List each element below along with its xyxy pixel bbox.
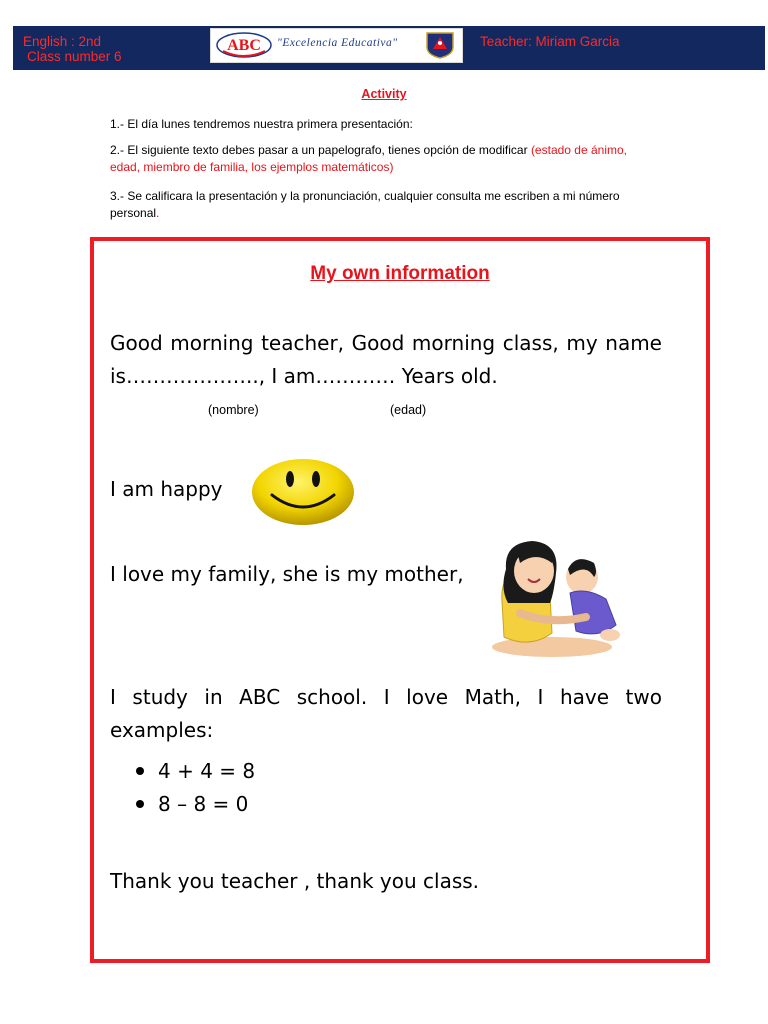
class-number-label: Class number 6 — [27, 49, 122, 64]
mother-child-icon — [490, 533, 636, 659]
happy-text: I am happy — [110, 477, 223, 501]
instruction-3: 3.- Se calificara la presentación y la pronunciación, cualquier consulta me escriben a mi número personal. — [110, 189, 620, 220]
example-1: 4 + 4 = 8 — [136, 759, 255, 783]
crest-icon — [425, 31, 455, 59]
school-motto: "Excelencia Educativa" — [277, 37, 398, 49]
school-text: I study in ABC school. I love Math, I have two examples: — [110, 685, 662, 742]
bullet-icon — [136, 767, 144, 775]
school-logo-banner — [210, 28, 463, 63]
subject-label: English : 2nd — [23, 34, 102, 49]
box-title: My own information — [310, 263, 490, 284]
family-text: I love my family, she is my mother, — [110, 562, 464, 586]
abc-logo-text: ABC — [227, 37, 261, 54]
example-2: 8 – 8 = 0 — [136, 792, 248, 816]
abc-logo-icon — [215, 31, 273, 60]
thanks-text: Thank you teacher , thank you class. — [110, 869, 480, 893]
name-label: (nombre) — [208, 403, 259, 417]
smiley-face-icon — [250, 457, 356, 527]
instruction-1: 1.- El día lunes tendremos nuestra primera presentación: — [110, 117, 413, 131]
info-box — [90, 237, 710, 963]
activity-title: Activity — [361, 87, 407, 101]
instruction-2: 2.- El siguiente texto debes pasar a un papelografo, tienes opción de modificar (estado de ánimo, edad, miembro de familia, los ejemplos matemáticos) — [110, 143, 627, 174]
teacher-label: Teacher: Miriam Garcia — [480, 34, 620, 49]
class-info — [23, 34, 122, 64]
header-banner — [13, 26, 765, 70]
age-label: (edad) — [390, 403, 427, 417]
greeting-text: Good morning teacher, Good morning class, my name is……………….., I am………… Years old. — [110, 331, 662, 388]
bullet-icon — [136, 800, 144, 808]
